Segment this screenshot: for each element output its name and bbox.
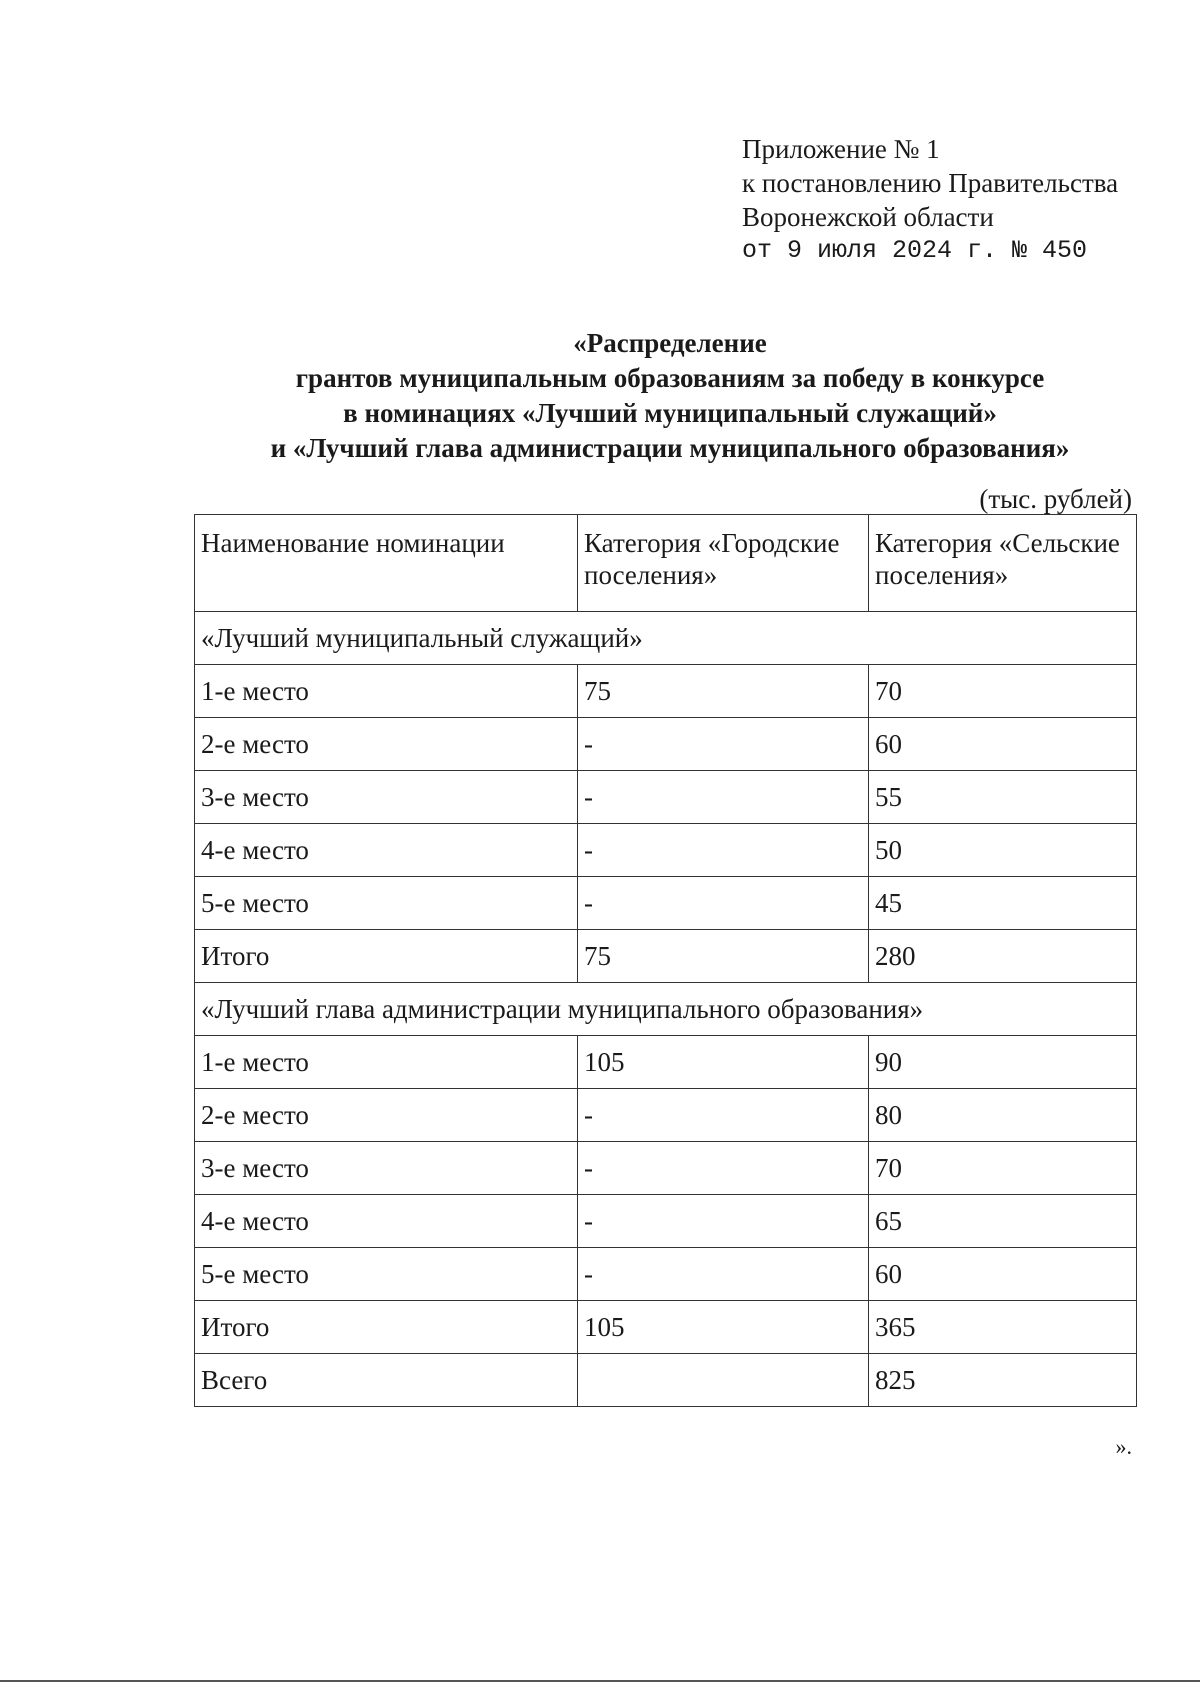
place-cell: 1-е место xyxy=(195,1036,578,1089)
rural-value: 90 xyxy=(869,1036,1137,1089)
table-row xyxy=(195,718,1137,771)
urban-value: - xyxy=(578,824,869,877)
table-header-row xyxy=(195,515,1137,612)
urban-value xyxy=(578,1354,869,1407)
section-title: «Лучший глава администрации муниципального образования» xyxy=(195,983,1137,1036)
place-cell: 5-е место xyxy=(195,1248,578,1301)
rural-value: 80 xyxy=(869,1089,1137,1142)
place-cell: 5-е место xyxy=(195,877,578,930)
place-cell: 2-е место xyxy=(195,1089,578,1142)
rural-value: 45 xyxy=(869,877,1137,930)
subtotal-label: Итого xyxy=(195,1301,578,1354)
grants-table xyxy=(194,514,1137,1407)
place-cell: 4-е место xyxy=(195,824,578,877)
table-row xyxy=(195,1089,1137,1142)
subtotal-row xyxy=(195,1301,1137,1354)
rural-value: 65 xyxy=(869,1195,1137,1248)
rural-value: 55 xyxy=(869,771,1137,824)
urban-value: - xyxy=(578,771,869,824)
total-label: Всего xyxy=(195,1354,578,1407)
scan-edge-line xyxy=(0,1680,1200,1682)
place-cell: 3-е место xyxy=(195,771,578,824)
rural-value: 280 xyxy=(869,930,1137,983)
section-title: «Лучший муниципальный служащий» xyxy=(195,612,1137,665)
units-label: (тыс. рублей) xyxy=(979,484,1132,514)
table-row xyxy=(195,824,1137,877)
subtotal-row xyxy=(195,930,1137,983)
table-row xyxy=(195,877,1137,930)
place-cell: 4-е место xyxy=(195,1195,578,1248)
urban-value: - xyxy=(578,1195,869,1248)
rural-value: 60 xyxy=(869,1248,1137,1301)
table-row xyxy=(195,1036,1137,1089)
section-row xyxy=(195,612,1137,665)
rural-value: 825 xyxy=(869,1354,1137,1407)
table-row xyxy=(195,1195,1137,1248)
table-row xyxy=(195,1248,1137,1301)
place-cell: 2-е место xyxy=(195,718,578,771)
rural-value: 60 xyxy=(869,718,1137,771)
title-line-4: и «Лучший глава администрации муниципального образования» xyxy=(270,433,1070,463)
closing-quote: ». xyxy=(1115,1434,1132,1459)
urban-value: - xyxy=(578,718,869,771)
total-row xyxy=(195,1354,1137,1407)
urban-value: - xyxy=(578,1142,869,1195)
place-cell: 3-е место xyxy=(195,1142,578,1195)
table-row xyxy=(195,771,1137,824)
header-nomination: Наименование номинации xyxy=(195,515,578,612)
appendix-line-1: Приложение № 1 xyxy=(742,134,940,164)
rural-value: 70 xyxy=(869,1142,1137,1195)
urban-value: 105 xyxy=(578,1036,869,1089)
header-urban: Категория «Городские поселения» xyxy=(578,515,869,612)
rural-value: 365 xyxy=(869,1301,1137,1354)
title-line-2: грантов муниципальным образованиям за победу в конкурсе xyxy=(295,363,1045,393)
appendix-line-4: от 9 июля 2024 г. № 450 xyxy=(742,236,1088,265)
section-row xyxy=(195,983,1137,1036)
place-cell: 1-е место xyxy=(195,665,578,718)
urban-value: 105 xyxy=(578,1301,869,1354)
urban-value: - xyxy=(578,1248,869,1301)
document-title xyxy=(200,326,1140,466)
title-line-1: «Распределение xyxy=(573,328,767,358)
table-row xyxy=(195,665,1137,718)
table-row xyxy=(195,1142,1137,1195)
rural-value: 70 xyxy=(869,665,1137,718)
title-line-3: в номинациях «Лучший муниципальный служащий» xyxy=(343,398,997,428)
subtotal-label: Итого xyxy=(195,930,578,983)
appendix-line-2: к постановлению Правительства xyxy=(742,168,1119,198)
appendix-line-3: Воронежской области xyxy=(742,202,994,232)
urban-value: 75 xyxy=(578,930,869,983)
urban-value: - xyxy=(578,877,869,930)
header-rural: Категория «Сельские поселения» xyxy=(869,515,1137,612)
rural-value: 50 xyxy=(869,824,1137,877)
appendix-block xyxy=(742,132,1118,268)
urban-value: 75 xyxy=(578,665,869,718)
urban-value: - xyxy=(578,1089,869,1142)
